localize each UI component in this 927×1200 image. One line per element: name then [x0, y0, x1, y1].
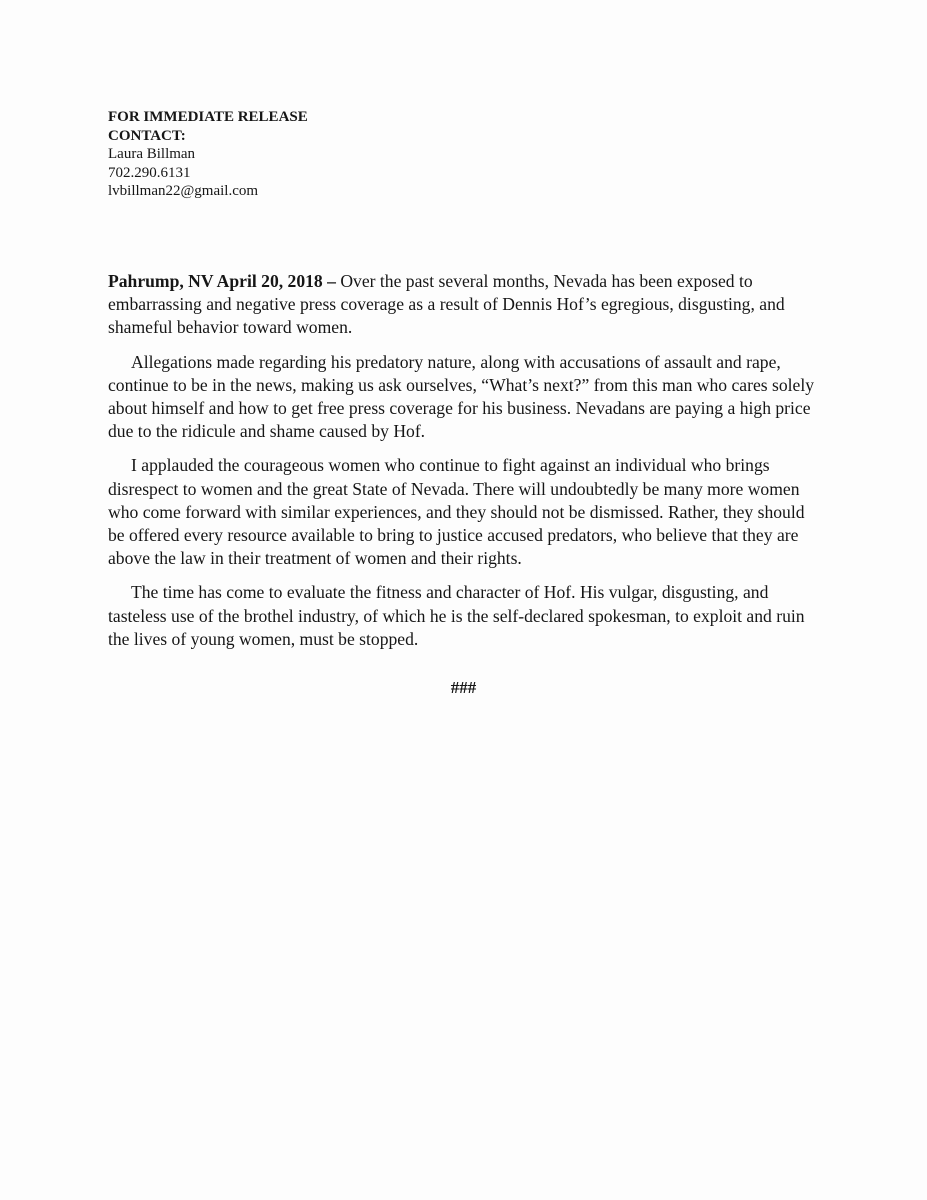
paragraph-3: I applauded the courageous women who continue to fight against an individual who brings disrespect to women and the great State of Nevada. There will undoubtedly be many more women who come forward with similar experiences, and they should not be dismissed. Rather, they should be offered every resource available to bring to justice accused predators, who believe that they are above the law in their treatment of women and their rights. — [108, 455, 805, 569]
paragraph-2: Allegations made regarding his predatory nature, along with accusations of assault and rape, continue to be in the news, making us ask ourselves, “What’s next?” from this man who cares solely about himself and how to get free press coverage for his business. Nevadans are paying a high price due to the ridicule and shame caused by Hof. — [108, 351, 815, 442]
paragraph-4: The time has come to evaluate the fitness and character of Hof. His vulgar, disgusting, and tasteless use of the brothel industry, of which he is the self-declared spokesman, to exploit and ruin the lives of young women, must be stopped. — [108, 582, 805, 649]
dateline: Pahrump, NV April 20, 2018 – — [108, 271, 336, 291]
paragraph-1 — [108, 270, 822, 340]
contact-phone: 702.290.6131 — [108, 164, 191, 181]
contact-label: CONTACT: — [108, 127, 186, 144]
press-release-body — [108, 270, 822, 662]
end-mark: ### — [450, 678, 477, 697]
contact-block — [108, 108, 308, 201]
contact-email: lvbillman22@gmail.com — [108, 183, 259, 199]
release-line: FOR IMMEDIATE RELEASE — [108, 109, 308, 125]
contact-name: Laura Billman — [108, 146, 196, 162]
paragraph-1-text: Over the past several months, Nevada has been exposed to embarrassing and negative press coverage as a result of Dennis Hof’s egregious, disgusting, and shameful behavior toward women. — [108, 271, 785, 338]
